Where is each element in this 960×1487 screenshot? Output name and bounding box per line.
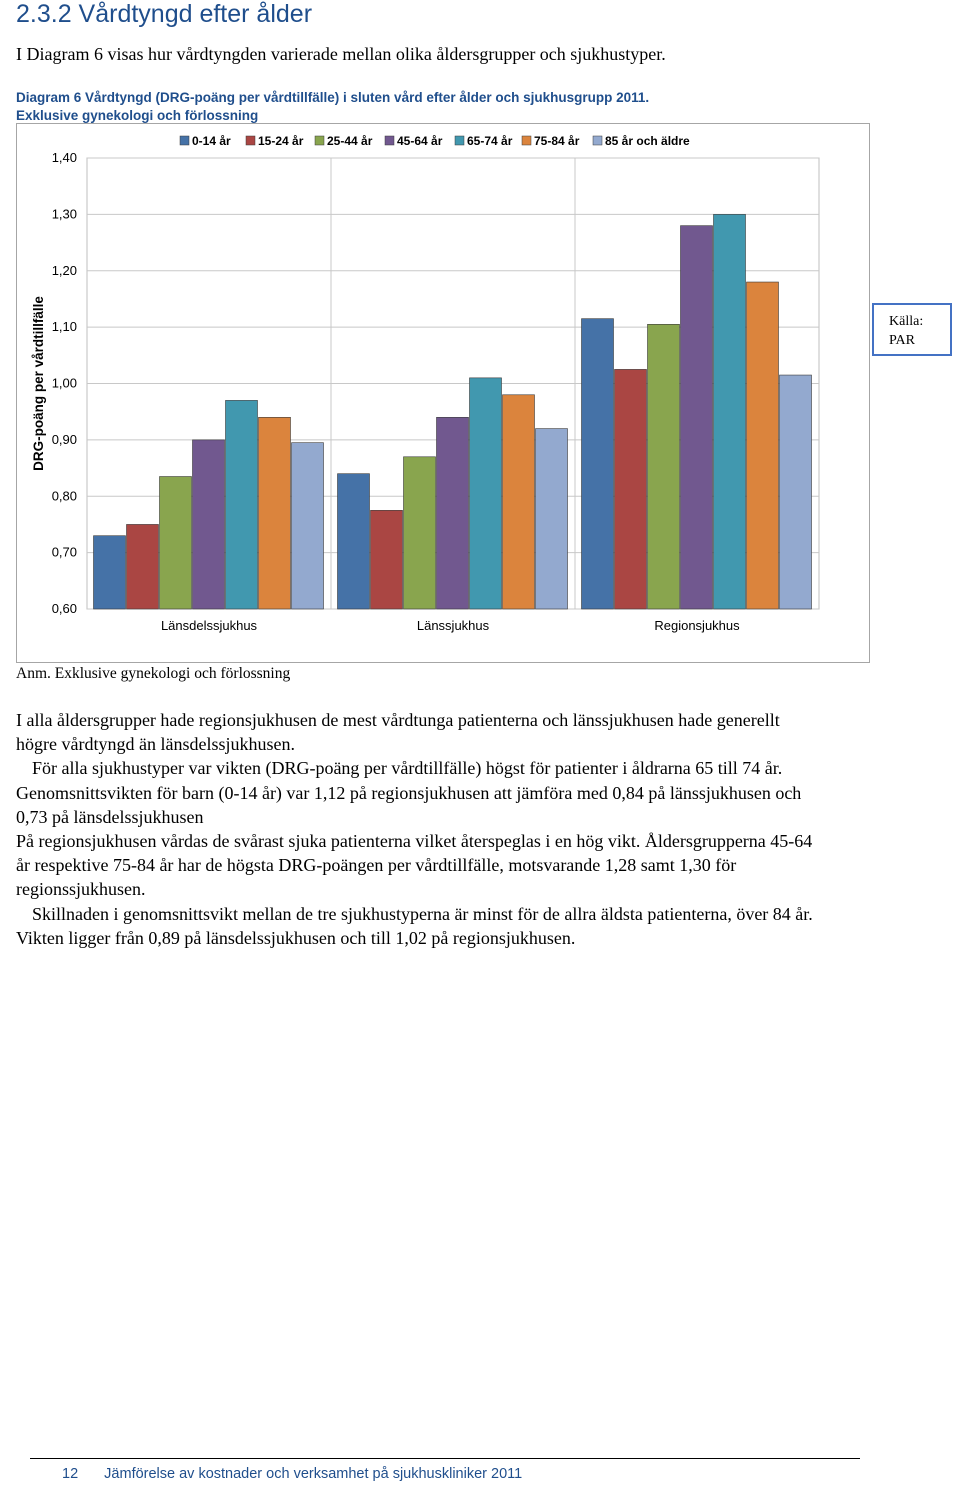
x-category-label: Länssjukhus [416,618,490,633]
legend-swatch [455,136,464,145]
bar-25-44-år-1 [404,457,436,609]
legend-swatch [593,136,602,145]
bar-85-år-och-äldre-0 [292,443,324,609]
x-category-label: Länsdelssjukhus [160,618,258,633]
y-tick-label: 1,00 [51,375,77,391]
y-tick-label: 0,90 [51,431,77,447]
bar-75-84-år-2 [747,282,779,609]
source-box [872,303,952,356]
legend-swatch [385,136,394,145]
bar-65-74-år-1 [470,378,502,609]
y-tick-label: 0,60 [51,601,77,616]
legend-label: 0-14 år [192,134,231,148]
x-category-label: Regionsjukhus [654,618,740,633]
chart-note: Anm. Exklusive gynekologi och förlossning [16,665,291,682]
source-value: PAR [889,333,915,348]
y-tick-label: 1,40 [51,150,77,165]
bar-45-64-år-0 [193,440,225,609]
bar-25-44-år-0 [160,477,192,609]
page-footer [62,1466,522,1482]
y-axis-label: DRG-poäng per vårdtillfälle [31,296,46,471]
intro-text: I Diagram 6 visas hur vårdtyngden varierade mellan olika åldersgrupper och sjukhustyper. [16,44,666,64]
body-text [16,708,816,950]
y-tick-label: 1,30 [51,206,77,222]
y-tick-label: 0,70 [51,544,77,560]
section-heading: 2.3.2 Vårdtyngd efter ålder [16,0,313,28]
y-tick-label: 1,20 [51,262,77,278]
bar-75-84-år-0 [259,417,291,609]
paragraph-4: Skillnaden i genomsnittsvikt mellan de tre sjukhustyperna är minst för de allra äldsta patienterna, över 84 år. Vikten ligger från 0,89 på länsdelssjukhusen och till 1,02 på regionsjukhusen. [16,903,813,948]
legend-swatch [315,136,324,145]
legend-swatch [246,136,255,145]
diagram-caption-subtitle: Exklusive gynekologi och förlossning [16,108,259,123]
y-tick-label: 0,80 [51,488,77,504]
bar-15-24-år-2 [615,369,647,609]
bar-25-44-år-2 [648,324,680,609]
diagram-caption [16,89,649,125]
legend-label: 65-74 år [467,134,513,148]
bar-85-år-och-äldre-2 [780,375,812,609]
legend-label: 25-44 år [327,134,373,148]
bar-85-år-och-äldre-1 [536,429,568,609]
bar-0-14-år-1 [338,474,370,609]
legend-label: 85 år och äldre [605,134,690,148]
diagram-caption-title: Diagram 6 Vårdtyngd (DRG-poäng per vårdtillfälle) i sluten vård efter ålder och sjukhusgrupp 2011. [16,90,650,105]
legend-swatch [180,136,189,145]
bar-chart [16,123,870,663]
bar-65-74-år-0 [226,400,258,609]
legend-label: 75-84 år [534,134,580,148]
bar-0-14-år-0 [94,536,126,609]
bar-15-24-år-0 [127,524,159,609]
y-tick-label: 1,10 [51,319,77,335]
source-label: Källa: [889,314,924,329]
bar-0-14-år-2 [582,319,614,609]
paragraph-3: På regionsjukhusen vårdas de svårast sjuka patienterna vilket återspeglas i en hög vikt. Åldersgrupperna 45-64 år respektive 75-84 år har de högsta DRG-poängen per vårdtillfälle, motsvarande 1,28 samt 1,30 för regionssjukhusen. [16,831,813,900]
legend-label: 15-24 år [258,134,304,148]
bar-65-74-år-2 [714,214,746,609]
paragraph-2: För alla sjukhustyper var vikten (DRG-poäng per vårdtillfälle) högst för patienter i åldrarna 65 till 74 år. Genomsnittsvikten för barn (0-14 år) var 1,12 på regionsjukhusen att jämföra med 0,84 på länssjukhusen och 0,73 på länsdelssjukhusen [16,758,802,827]
page-number: 12 [62,1466,79,1482]
paragraph-1: I alla åldersgrupper hade regionsjukhusen de mest vårdtunga patienterna och länssjukhusen hade generellt högre vårdtyngd än länsdelssjukhusen. [16,710,780,755]
bar-45-64-år-1 [437,417,469,609]
footer-title: Jämförelse av kostnader och verksamhet på sjukhuskliniker 2011 [104,1466,523,1482]
bar-75-84-år-1 [503,395,535,609]
legend-swatch [522,136,531,145]
bar-45-64-år-2 [681,226,713,609]
chart-svg [17,124,871,664]
bar-15-24-år-1 [371,510,403,609]
footer-divider [30,1458,860,1459]
legend-label: 45-64 år [397,134,443,148]
